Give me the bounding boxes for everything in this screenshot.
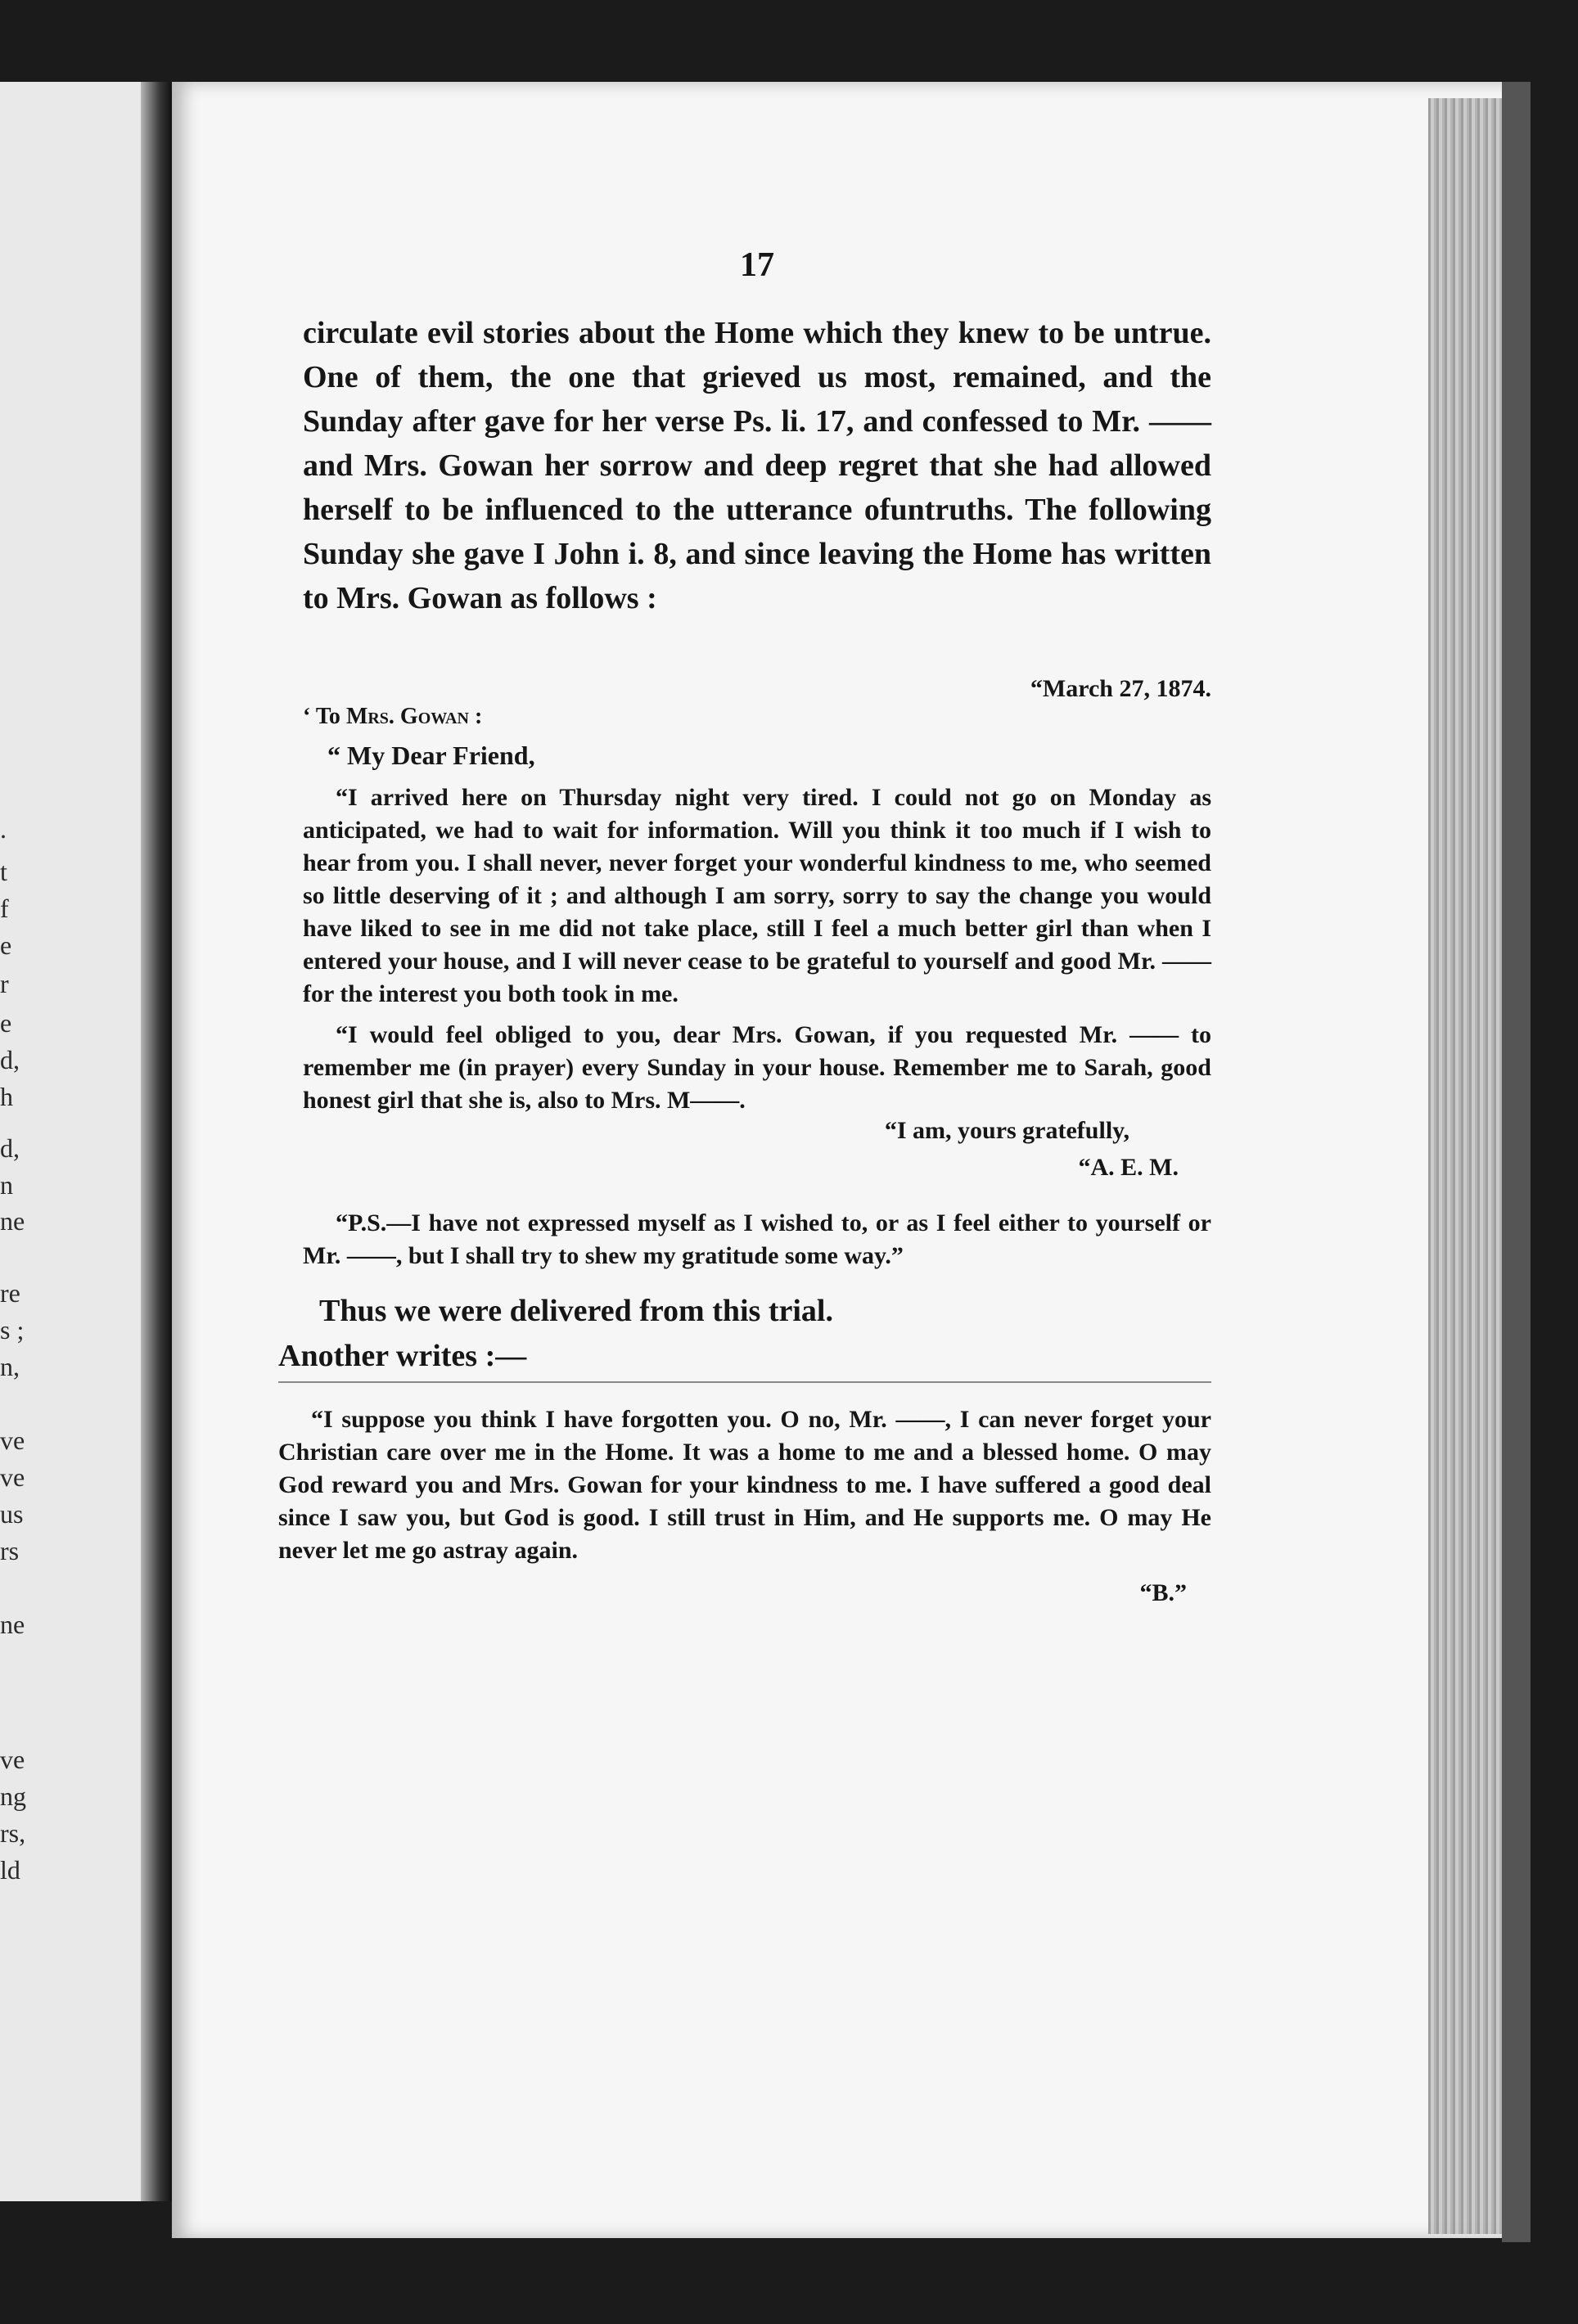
left-fragment: ne bbox=[0, 1206, 25, 1236]
left-fragment: f bbox=[0, 894, 9, 923]
left-fragment: r bbox=[0, 969, 9, 998]
left-fragment: n bbox=[0, 1170, 13, 1200]
letter-signature: “A. E. M. bbox=[1078, 1154, 1179, 1181]
narrative-line-2: Another writes :— bbox=[278, 1339, 527, 1373]
left-fragment: e bbox=[0, 930, 12, 960]
letter-paragraph-1: “I arrived here on Thursday night very tired. I could not go on Monday as anticipated, we had to wait for information. Will you think it too much if I wish to hear from you. I shall never, never forget your wonderful kindness to me, who seemed so little deserving of it ; and although I am sorry, sorry to say the change you would have liked to see in me did not take place, still I feel a much better girl than when I entered your house, and I will never cease to be grateful to yourself and good Mr. —— for the interest you both took in me. bbox=[303, 784, 1211, 1007]
page-number: 17 bbox=[740, 246, 774, 284]
letter-dateline: “March 27, 1874. bbox=[1030, 675, 1211, 702]
left-fragment: us bbox=[0, 1499, 24, 1529]
letter-paragraph-2: “I would feel obliged to you, dear Mrs. Gowan, if you requested Mr. —— to remember me (in prayer) every Sunday in your house. Remember me to Sarah, good honest girl that she is, also to Mrs. M——. bbox=[303, 1021, 1211, 1114]
left-fragment: h bbox=[0, 1082, 13, 1111]
book-cover-edge bbox=[1502, 82, 1531, 2242]
left-fragment: d, bbox=[0, 1045, 20, 1074]
left-fragment: ng bbox=[0, 1781, 26, 1811]
left-fragment: re bbox=[0, 1278, 20, 1308]
left-fragment: e bbox=[0, 1008, 12, 1038]
addressee-prefix: ‘ To bbox=[303, 704, 346, 729]
left-fragment: n, bbox=[0, 1352, 20, 1381]
left-fragment: t bbox=[0, 857, 7, 886]
letter-addressee bbox=[303, 704, 482, 730]
second-letter: “I suppose you think I have forgotten you. O no, Mr. ——, I can never forget your Christian care over me in the Home. It was a home to me and a blessed home. O may God reward you and Mrs. Gowan for your kindness to me. I have suffered a good deal since I saw you, but God is good. I still trust in Him, and He supports me. O may He never let me go astray again. bbox=[278, 1406, 1211, 1564]
left-fragment: rs bbox=[0, 1536, 20, 1565]
left-fragment: rs, bbox=[0, 1818, 26, 1848]
letter-closing: “I am, yours gratefully, bbox=[884, 1117, 1129, 1144]
book-gutter bbox=[141, 82, 172, 2201]
left-fragment: ne bbox=[0, 1610, 25, 1639]
left-fragment: ve bbox=[0, 1425, 25, 1455]
letter-salutation: “ My Dear Friend, bbox=[327, 741, 535, 770]
second-letter-signature: “B.” bbox=[1139, 1579, 1187, 1606]
narrative-line: Thus we were delivered from this trial. bbox=[319, 1294, 833, 1328]
left-fragment: ve bbox=[0, 1462, 25, 1492]
letter-postscript: “P.S.—I have not expressed myself as I wished to, or as I feel either to yourself or Mr. ——, but I shall try to shew my gratitude some way.” bbox=[303, 1209, 1211, 1269]
left-page bbox=[0, 82, 160, 2201]
left-fragment: s ; bbox=[0, 1315, 25, 1344]
divider bbox=[278, 1381, 1211, 1383]
left-fragment: d, bbox=[0, 1133, 20, 1163]
left-fragment: . bbox=[0, 814, 7, 844]
body-paragraph: circulate evil stories about the Home which they knew to be untrue. One of them, the one that grieved us most, remained, and the Sunday after gave for her verse Ps. li. 17, and confessed to Mr. —— and Mrs. Gowan her sorrow and deep regret that she had allowed herself to be influenced to the utterance ofuntruths. The following Sunday she gave I John i. 8, and since leaving the Home has written to Mrs. Gowan as follows : bbox=[303, 316, 1211, 615]
left-fragment: ld bbox=[0, 1855, 20, 1885]
left-fragment: ve bbox=[0, 1745, 25, 1774]
addressee-name: Mrs. Gowan : bbox=[345, 704, 483, 729]
